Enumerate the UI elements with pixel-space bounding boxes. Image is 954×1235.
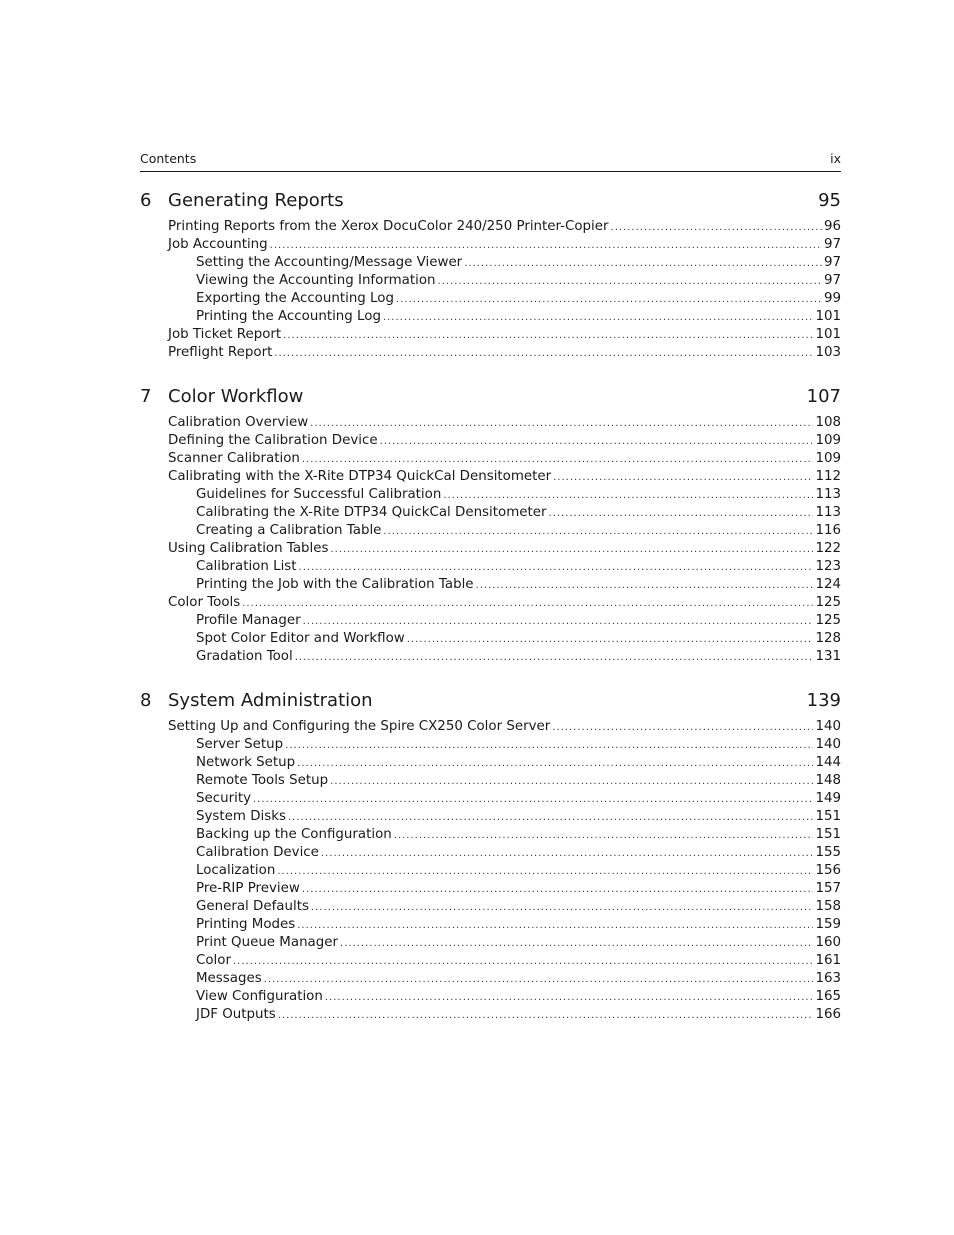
toc-entry-page-number: 161 (815, 953, 841, 968)
dot-leader (297, 755, 813, 772)
dot-leader (443, 487, 813, 504)
dot-leader (553, 469, 813, 486)
dot-leader (552, 719, 813, 736)
toc-entry[interactable] (140, 326, 841, 344)
toc-entry-page-number: 163 (815, 971, 841, 986)
toc-entry[interactable] (140, 952, 841, 970)
toc-entry-page-number: 148 (815, 773, 841, 788)
toc-entry-title: Localization (196, 863, 276, 878)
toc-entry-title: Spot Color Editor and Workflow (196, 631, 405, 646)
toc-entry-title: Server Setup (196, 737, 284, 752)
toc-entry[interactable] (140, 880, 841, 898)
toc-entry-title: Messages (196, 971, 262, 986)
chapter-section (140, 690, 841, 1024)
toc-entry-list (140, 218, 841, 362)
toc-entry-page-number: 113 (815, 487, 841, 502)
toc-entry[interactable] (140, 486, 841, 504)
chapter-page-number: 139 (806, 690, 841, 711)
toc-entry-title: Backing up the Configuration (196, 827, 392, 842)
chapter-number: 7 (140, 386, 152, 407)
chapter-page-number: 107 (806, 386, 841, 407)
chapter-page-number: 95 (818, 190, 841, 211)
toc-entry[interactable] (140, 450, 841, 468)
toc-entry-title: Job Accounting (168, 237, 268, 252)
toc-entry-page-number: 157 (815, 881, 841, 896)
toc-entry-title: Calibrating with the X-Rite DTP34 QuickCal Densitometer (168, 469, 552, 484)
toc-entry[interactable] (140, 254, 841, 272)
dot-leader (283, 327, 813, 344)
dot-leader (299, 559, 814, 576)
dot-leader (288, 809, 814, 826)
chapter-title: System Administration (168, 690, 373, 711)
toc-entry-title: Calibration List (196, 559, 297, 574)
toc-entry-title: Printing the Accounting Log (196, 309, 381, 324)
toc-entry-title: Creating a Calibration Table (196, 523, 382, 538)
toc-entry-page-number: 125 (815, 613, 841, 628)
dot-leader (548, 505, 813, 522)
dot-leader (383, 523, 813, 540)
toc-entry[interactable] (140, 540, 841, 558)
dot-leader (394, 827, 814, 844)
toc-entry-title: Calibration Overview (168, 415, 309, 430)
toc-entry-title: Printing the Job with the Calibration Table (196, 577, 474, 592)
toc-entry[interactable] (140, 558, 841, 576)
toc-entry-title: Calibration Device (196, 845, 319, 860)
toc-entry-page-number: 122 (815, 541, 841, 556)
dot-leader (340, 935, 813, 952)
toc-entry[interactable] (140, 790, 841, 808)
chapter-number: 8 (140, 690, 152, 711)
chapter-heading[interactable] (140, 190, 841, 214)
toc-entry[interactable] (140, 236, 841, 254)
toc-entry-page-number: 101 (815, 327, 841, 342)
toc-entry-page-number: 144 (815, 755, 841, 770)
toc-entry-page-number: 166 (815, 1007, 841, 1022)
toc-entry-page-number: 158 (815, 899, 841, 914)
toc-entry-page-number: 160 (815, 935, 841, 950)
toc-entry-page-number: 97 (823, 255, 841, 270)
dot-leader (311, 899, 814, 916)
toc-entry[interactable] (140, 772, 841, 790)
dot-leader (233, 953, 813, 970)
toc-entry-title: Setting the Accounting/Message Viewer (196, 255, 463, 270)
dot-leader (330, 541, 813, 558)
toc-entry-title: Viewing the Accounting Information (196, 273, 436, 288)
toc-entry-title: Pre-RIP Preview (196, 881, 300, 896)
dot-leader (264, 971, 814, 988)
toc-entry-page-number: 128 (815, 631, 841, 646)
dot-leader (242, 595, 813, 612)
dot-leader (295, 649, 814, 666)
header-page-number: ix (830, 151, 841, 166)
toc-entry-title: Print Queue Manager (196, 935, 339, 950)
toc-entry-page-number: 108 (815, 415, 841, 430)
toc-entry-title: Color (196, 953, 231, 968)
dot-leader (330, 773, 813, 790)
toc-entry[interactable] (140, 468, 841, 486)
toc-entry-page-number: 155 (815, 845, 841, 860)
chapter-title: Generating Reports (168, 190, 344, 211)
toc-entry-page-number: 149 (815, 791, 841, 806)
toc-entry[interactable] (140, 308, 841, 326)
toc-entry[interactable] (140, 630, 841, 648)
toc-entry[interactable] (140, 648, 841, 666)
toc-entry-title: Calibrating the X-Rite DTP34 QuickCal Densitometer (196, 505, 547, 520)
chapter-section (140, 386, 841, 666)
dot-leader (407, 631, 814, 648)
toc-entry[interactable] (140, 432, 841, 450)
toc-entry[interactable] (140, 290, 841, 308)
dot-leader (297, 917, 813, 934)
toc-entry[interactable] (140, 754, 841, 772)
dot-leader (325, 989, 814, 1006)
toc-entry-title: Scanner Calibration (168, 451, 300, 466)
toc-entry-page-number: 151 (815, 827, 841, 842)
dot-leader (270, 237, 822, 254)
toc-entry-title: Color Tools (168, 595, 241, 610)
toc-entry[interactable] (140, 414, 841, 432)
chapter-heading[interactable] (140, 690, 841, 714)
toc-entry[interactable] (140, 862, 841, 880)
toc-entry-page-number: 124 (815, 577, 841, 592)
dot-leader (303, 613, 814, 630)
header-section-title: Contents (140, 151, 197, 166)
dot-leader (278, 1007, 814, 1024)
toc-entry-title: Guidelines for Successful Calibration (196, 487, 442, 502)
toc-entry-page-number: 116 (815, 523, 841, 538)
toc-entry-page-number: 140 (815, 719, 841, 734)
toc-entry-page-number: 96 (823, 219, 841, 234)
toc-entry-title: Using Calibration Tables (168, 541, 329, 556)
dot-leader (396, 291, 822, 308)
toc-entry-page-number: 103 (815, 345, 841, 360)
dot-leader (302, 451, 814, 468)
dot-leader (302, 881, 814, 898)
toc-entry[interactable] (140, 808, 841, 826)
toc-entry[interactable] (140, 898, 841, 916)
toc-entry-page-number: 151 (815, 809, 841, 824)
toc-entry-page-number: 159 (815, 917, 841, 932)
toc-entry[interactable] (140, 718, 841, 736)
toc-entry-title: Remote Tools Setup (196, 773, 329, 788)
chapter-heading[interactable] (140, 386, 841, 410)
dot-leader (274, 345, 813, 362)
toc-entry[interactable] (140, 736, 841, 754)
toc-entry-title: JDF Outputs (196, 1007, 276, 1022)
toc-entry[interactable] (140, 576, 841, 594)
chapter-title: Color Workflow (168, 386, 304, 407)
toc-entry-title: Gradation Tool (196, 649, 293, 664)
toc-entry-page-number: 109 (815, 451, 841, 466)
dot-leader (253, 791, 813, 808)
running-header (140, 150, 841, 172)
toc-entry[interactable] (140, 916, 841, 934)
toc-entry-title: Setting Up and Configuring the Spire CX250 Color Server (168, 719, 551, 734)
dot-leader (321, 845, 814, 862)
dot-leader (438, 273, 822, 290)
toc-entry-title: Printing Modes (196, 917, 296, 932)
dot-leader (611, 219, 822, 236)
toc-entry-page-number: 99 (823, 291, 841, 306)
chapter-number: 6 (140, 190, 152, 211)
toc-entry-title: Exporting the Accounting Log (196, 291, 394, 306)
toc-entry-title: Defining the Calibration Device (168, 433, 378, 448)
toc-entry[interactable] (140, 272, 841, 290)
toc-entry-page-number: 112 (815, 469, 841, 484)
toc-entry[interactable] (140, 988, 841, 1006)
toc-entry[interactable] (140, 826, 841, 844)
toc-entry-title: General Defaults (196, 899, 309, 914)
dot-leader (383, 309, 813, 326)
toc-entry-page-number: 131 (815, 649, 841, 664)
toc-entry[interactable] (140, 218, 841, 236)
toc-entry[interactable] (140, 504, 841, 522)
toc-entry-page-number: 109 (815, 433, 841, 448)
toc-entry[interactable] (140, 1006, 841, 1024)
toc-entry[interactable] (140, 934, 841, 952)
toc-entry-page-number: 113 (815, 505, 841, 520)
toc-entry-page-number: 125 (815, 595, 841, 610)
toc-entry-title: System Disks (196, 809, 286, 824)
toc-entry-title: Security (196, 791, 251, 806)
chapter-section (140, 190, 841, 362)
toc-entry[interactable] (140, 522, 841, 540)
toc-entry[interactable] (140, 844, 841, 862)
toc-entry[interactable] (140, 344, 841, 362)
toc-entry-list (140, 414, 841, 666)
toc-entry[interactable] (140, 970, 841, 988)
toc-entry-page-number: 97 (823, 273, 841, 288)
toc-entry-title: Network Setup (196, 755, 296, 770)
toc-entry[interactable] (140, 612, 841, 630)
dot-leader (476, 577, 814, 594)
dot-leader (285, 737, 813, 754)
toc-entry-page-number: 123 (815, 559, 841, 574)
dot-leader (277, 863, 813, 880)
toc-entry-title: View Configuration (196, 989, 323, 1004)
toc-entry-page-number: 101 (815, 309, 841, 324)
toc-entry-list (140, 718, 841, 1024)
toc-entry-page-number: 165 (815, 989, 841, 1004)
toc-entry-title: Job Ticket Report (168, 327, 282, 342)
toc-entry-page-number: 97 (823, 237, 841, 252)
dot-leader (310, 415, 813, 432)
dot-leader (380, 433, 814, 450)
toc-entry[interactable] (140, 594, 841, 612)
toc-entry-page-number: 156 (815, 863, 841, 878)
toc-entry-title: Profile Manager (196, 613, 301, 628)
toc-entry-page-number: 140 (815, 737, 841, 752)
dot-leader (464, 255, 822, 272)
toc-entry-title: Preflight Report (168, 345, 273, 360)
toc-entry-title: Printing Reports from the Xerox DocuColor 240/250 Printer-Copier (168, 219, 609, 234)
